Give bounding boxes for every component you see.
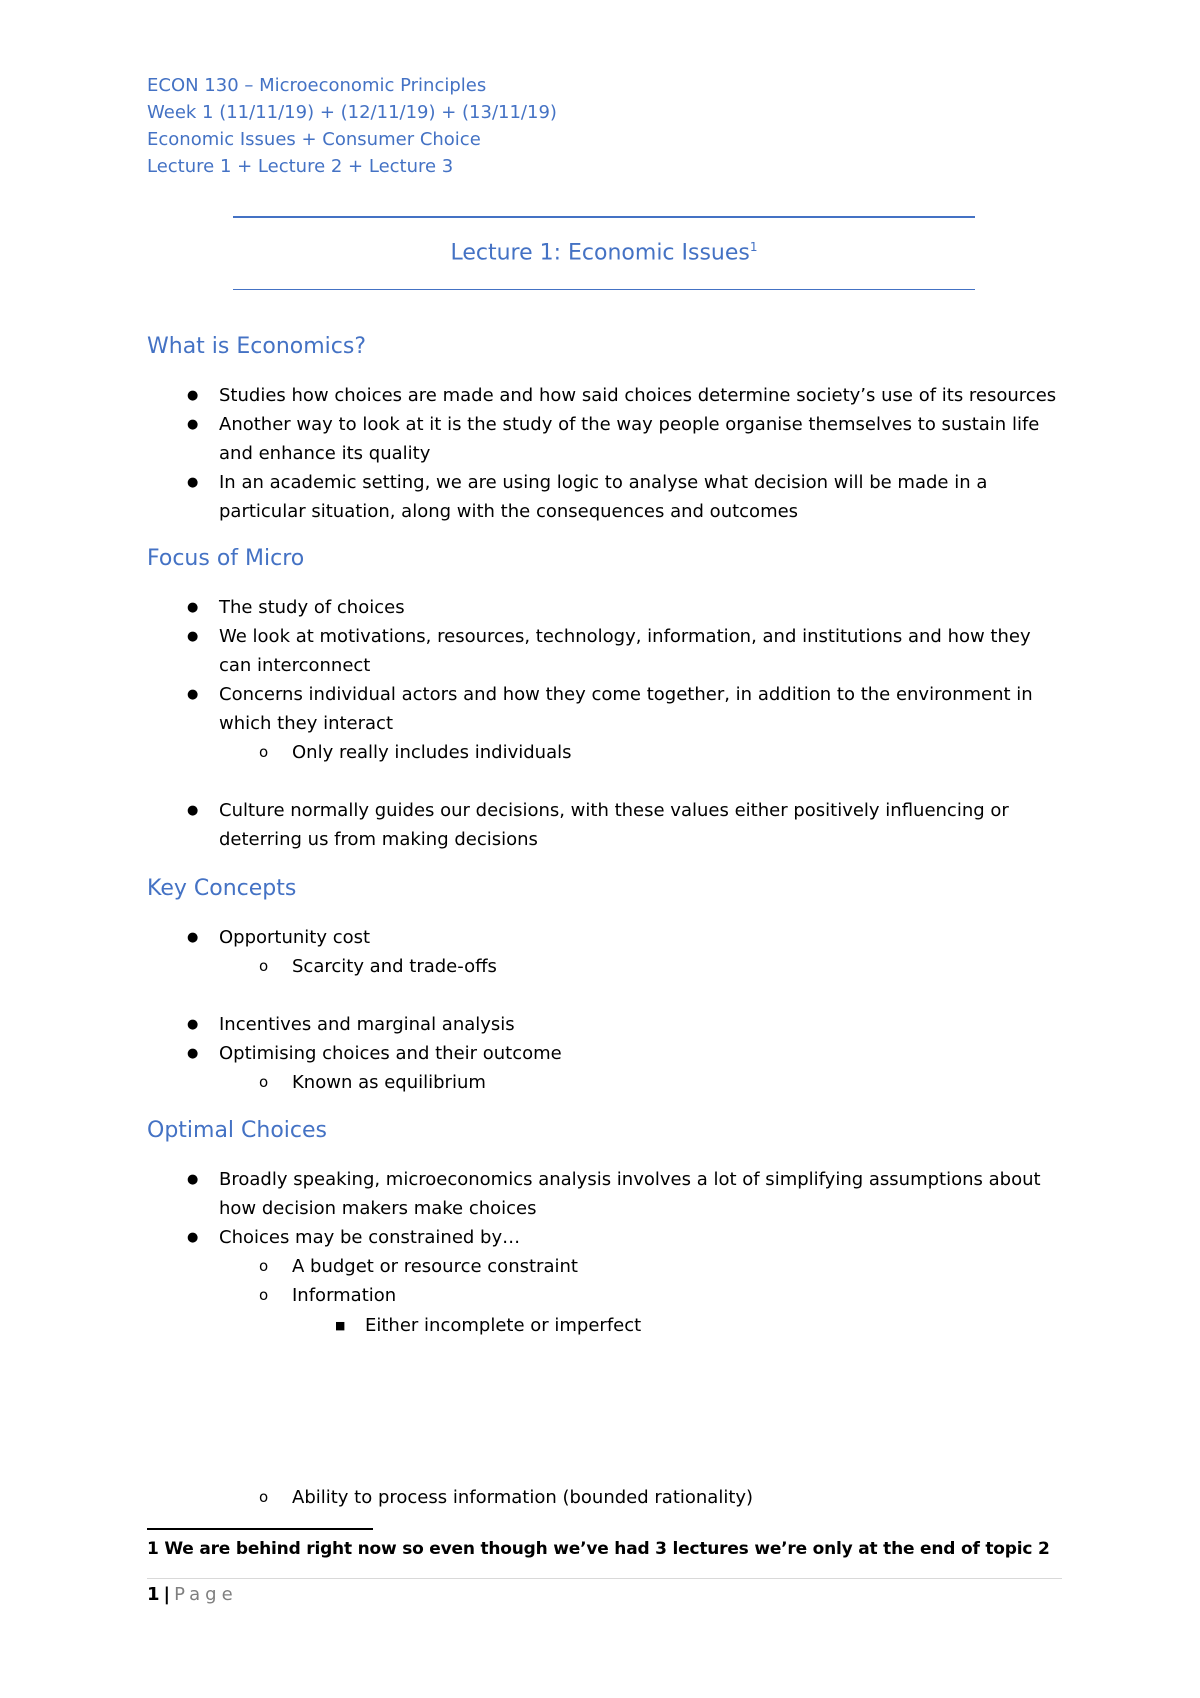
list-item-text: deterring us from making decisions xyxy=(219,829,538,850)
week-dates: Week 1 (11/11/19) + (12/11/19) + (13/11/19) xyxy=(147,102,557,123)
list-item-text: particular situation, along with the consequences and outcomes xyxy=(219,501,799,522)
heading-what-is-economics: What is Economics? xyxy=(147,334,367,359)
list-item-continuation xyxy=(219,709,393,738)
list-item-text: The study of choices xyxy=(219,597,405,618)
list-item-text: Choices may be constrained by… xyxy=(219,1227,521,1248)
list-item xyxy=(187,468,988,497)
page-label: Page xyxy=(174,1584,238,1605)
list-item xyxy=(187,1165,1041,1194)
list-item-text: and enhance its quality xyxy=(219,443,431,464)
list-item-continuation xyxy=(219,1194,537,1223)
lecture-title xyxy=(233,240,975,265)
sub-bullet-marker: o xyxy=(259,743,269,761)
list-item-continuation xyxy=(219,651,370,680)
list-item xyxy=(187,680,1033,709)
list-item-text: Known as equilibrium xyxy=(292,1072,486,1093)
bullet-marker: ● xyxy=(187,687,199,702)
bullet-marker: ● xyxy=(187,475,199,490)
heading-key-concepts: Key Concepts xyxy=(147,876,297,901)
list-item-text: Another way to look at it is the study of the way people organise themselves to sustain life xyxy=(219,414,1040,435)
list-item-text: A budget or resource constraint xyxy=(292,1256,578,1277)
list-item-text: Opportunity cost xyxy=(219,927,371,948)
footer-separator: | xyxy=(163,1584,171,1605)
list-item-text: which they interact xyxy=(219,713,393,734)
list-item-text: Ability to process information (bounded rationality) xyxy=(292,1487,754,1508)
sub-list-item xyxy=(259,1068,486,1097)
list-item-text: Scarcity and trade-offs xyxy=(292,956,497,977)
list-item-text: Studies how choices are made and how said choices determine society’s use of its resources xyxy=(219,385,1057,406)
sub-list-item xyxy=(259,1252,578,1281)
list-item-text: how decision makers make choices xyxy=(219,1198,537,1219)
list-item xyxy=(187,1039,562,1068)
bullet-marker: ● xyxy=(187,930,199,945)
sub-list-item xyxy=(259,952,497,981)
list-item-text: Culture normally guides our decisions, with these values either positively influencing or xyxy=(219,800,1009,821)
list-item-text: Incentives and marginal analysis xyxy=(219,1014,515,1035)
document-header xyxy=(147,72,557,180)
list-item xyxy=(187,1223,521,1252)
bullet-marker: ● xyxy=(187,1046,199,1061)
list-item-text: Concerns individual actors and how they come together, in addition to the environment in xyxy=(219,684,1033,705)
list-item-text: Information xyxy=(292,1285,397,1306)
sub-bullet-marker: o xyxy=(259,1286,269,1304)
sub-list-item xyxy=(259,1483,754,1512)
sub-bullet-marker: o xyxy=(259,1488,269,1506)
list-item-text: In an academic setting, we are using logic to analyse what decision will be made in a xyxy=(219,472,988,493)
list-item xyxy=(187,593,405,622)
list-item-text: Either incomplete or imperfect xyxy=(365,1315,642,1336)
bullet-marker: ● xyxy=(187,629,199,644)
sub-bullet-marker: o xyxy=(259,1257,269,1275)
sub-bullet-marker: o xyxy=(259,957,269,975)
sub-list-item xyxy=(259,738,572,767)
title-rule-top xyxy=(233,216,975,218)
list-item xyxy=(187,381,1057,410)
bullet-marker: ● xyxy=(187,1017,199,1032)
sub-list-item xyxy=(259,1281,397,1310)
list-item-text: We look at motivations, resources, technology, information, and institutions and how they xyxy=(219,626,1031,647)
page-number: 1 xyxy=(147,1584,160,1605)
list-item xyxy=(187,796,1009,825)
bullet-marker: ● xyxy=(187,417,199,432)
topics-line: Economic Issues + Consumer Choice xyxy=(147,129,481,150)
lecture-title-text: Lecture 1: Economic Issues xyxy=(450,240,750,266)
list-item xyxy=(187,1010,515,1039)
list-item-text: Only really includes individuals xyxy=(292,742,572,763)
list-item xyxy=(187,410,1040,439)
list-item xyxy=(187,923,371,952)
bullet-marker: ● xyxy=(187,388,199,403)
bullet-marker: ● xyxy=(187,600,199,615)
list-item-text: Broadly speaking, microeconomics analysis involves a lot of simplifying assumptions about xyxy=(219,1169,1041,1190)
course-title: ECON 130 – Microeconomic Principles xyxy=(147,75,487,96)
title-rule-bottom xyxy=(233,289,975,290)
bullet-marker: ● xyxy=(187,803,199,818)
list-item xyxy=(187,622,1031,651)
list-item-text: Optimising choices and their outcome xyxy=(219,1043,562,1064)
footer-rule xyxy=(147,1578,1062,1579)
bullet-marker: ● xyxy=(187,1172,199,1187)
lectures-line: Lecture 1 + Lecture 2 + Lecture 3 xyxy=(147,156,454,177)
square-bullet-marker: ■ xyxy=(335,1319,346,1332)
footnote-separator xyxy=(147,1528,373,1530)
list-item-continuation xyxy=(219,497,798,526)
list-item-continuation xyxy=(219,439,430,468)
list-item-text: can interconnect xyxy=(219,655,371,676)
page-footer xyxy=(147,1584,238,1605)
footnote-text: 1 We are behind right now so even though we’ve had 3 lectures we’re only at the end of topic 2 xyxy=(147,1539,1050,1559)
bullet-marker: ● xyxy=(187,1230,199,1245)
sub-sub-list-item xyxy=(335,1311,642,1340)
list-item-continuation xyxy=(219,825,538,854)
sub-bullet-marker: o xyxy=(259,1073,269,1091)
heading-optimal-choices: Optimal Choices xyxy=(147,1118,328,1143)
footnote-reference: 1 xyxy=(749,240,758,254)
heading-focus-of-micro: Focus of Micro xyxy=(147,546,305,571)
